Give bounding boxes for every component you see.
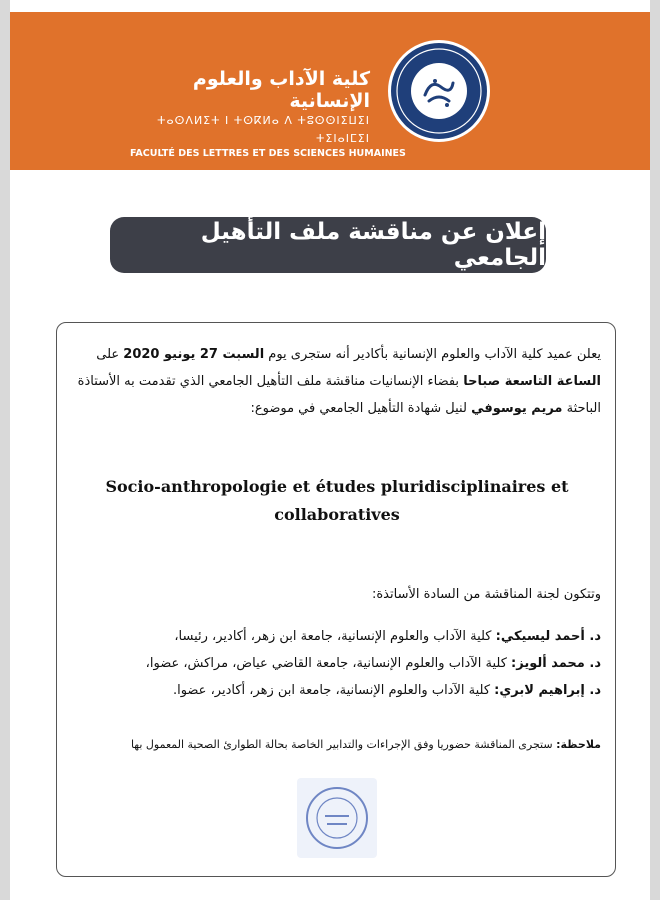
announcement-line-2: الساعة التاسعة صباحا بفضاء الإنسانيات مناقشة ملف التأهيل الجامعي الذي تقدمت به الأستاذة [77, 374, 601, 389]
university-seal-icon [388, 40, 490, 142]
faculty-stamp-icon [297, 778, 377, 858]
note-label: ملاحظة: [556, 738, 601, 751]
thesis-topic: Socio-anthropologie et études pluridisciplinaires et collaboratives [105, 477, 569, 524]
committee-members [66, 623, 601, 704]
note [66, 738, 601, 751]
announcement-page [10, 0, 650, 900]
header-banner [10, 12, 650, 170]
faculty-name-tifinagh: ⵜⴰⵙⴷⵍⵉⵜ ⵏ ⵜⵙⴽⵍⴰ ⴷ ⵜⵓⵙⵙⵏⵉⵡⵉⵏ ⵜⵉⵏⴰⵏⵎⵉⵏ [157, 114, 370, 145]
committee-member-1: د. أحمد ليسيكي: كلية الآداب والعلوم الإنسانية، جامعة ابن زهر، أكادير، رئيسا، [174, 629, 601, 644]
faculty-name-arabic: كلية الآداب والعلوم الإنسانية [192, 68, 370, 112]
committee-member-3: د. إبراهيم لابري: كلية الآداب والعلوم الإنسانية، جامعة ابن زهر، أكادير، عضوا. [172, 683, 601, 698]
announcement-line-3: الباحثة مريم يوسوفي لنيل شهادة التأهيل الجامعي في موضوع: [250, 401, 601, 416]
announcement-line-1: يعلن عميد كلية الآداب والعلوم الإنسانية بأكادير أنه ستجرى يوم السبت 27 يونيو 2020 على [96, 347, 601, 362]
announcement-box [56, 322, 616, 877]
faculty-name-french: FACULTÉ DES LETTRES ET DES SCIENCES HUMAINES [130, 148, 406, 159]
announcement-title: إعلان عن مناقشة ملف التأهيل الجامعي [110, 217, 546, 273]
committee-member-2: د. محمد ألويز: كلية الآداب والعلوم الإنسانية، جامعة القاضي عياض، مراكش، عضوا، [145, 656, 601, 671]
committee-intro: وتتكون لجنة المناقشة من السادة الأساتذة: [371, 587, 601, 602]
faculty-name-block [130, 68, 406, 160]
note-text: ستجرى المناقشة حضوريا وفق الإجراءات والتدابير الخاصة بحالة الطوارئ الصحية المعمول بها [130, 738, 553, 751]
